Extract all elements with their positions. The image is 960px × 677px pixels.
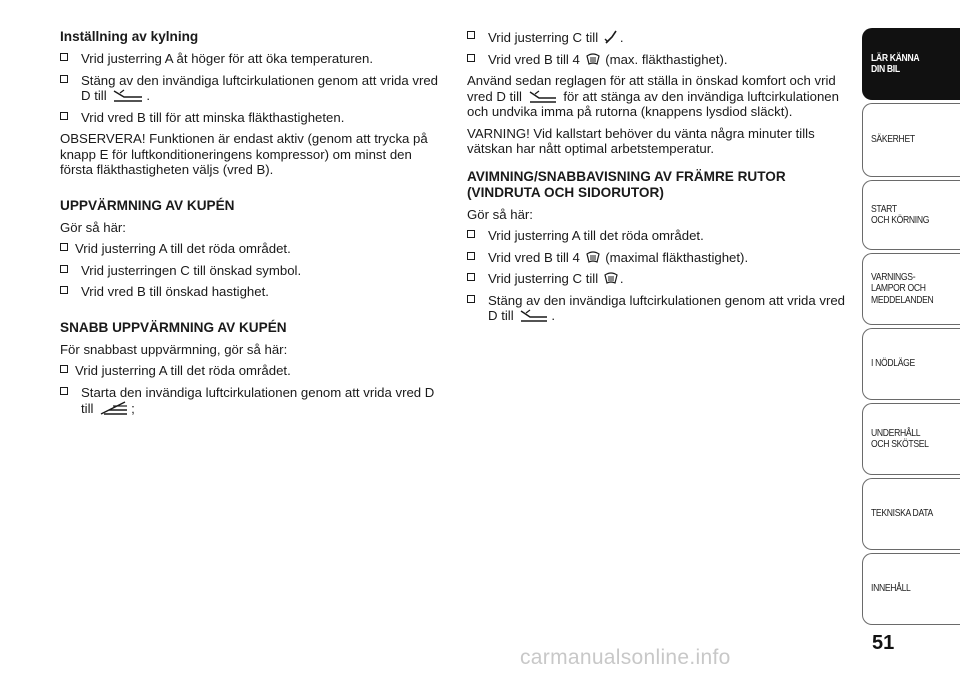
quick-heating-intro: För snabbast uppvärmning, gör så här:	[60, 341, 288, 357]
right-column	[467, 29, 849, 330]
list-item: Vrid justerring A till det röda området.	[467, 228, 849, 244]
checkbox-bullet-icon	[467, 252, 475, 260]
tab-varningslampor[interactable]: VARNINGS- LAMPOR OCH MEDDELANDEN	[862, 253, 960, 325]
comfort-paragraph: Använd sedan reglagen för att ställa in önskad komfort och vrid vred D till för att stänga av den invändiga luftcirkulationen och undvika imma på rutorna (knappens lysdiod släckt).	[467, 73, 839, 119]
page-number: 51	[872, 632, 895, 654]
checkbox-bullet-icon	[60, 112, 68, 120]
recirculation-off-icon	[527, 90, 559, 104]
list-item: Starta den invändiga luftcirkulationen genom att vrida vred D till ;	[60, 385, 446, 417]
windscreen-defrost-icon	[585, 250, 601, 265]
checkbox-bullet-icon	[467, 273, 475, 281]
note-paragraph: OBSERVERA! Funktionen är endast aktiv (genom att trycka på knapp E för luftkonditioneringens kompressor) om minst den första fläkthastigheten väljs (vred B).	[60, 131, 428, 177]
left-column	[60, 29, 446, 423]
list-item: Vrid justerringen C till önskad symbol.	[60, 263, 446, 279]
recirculation-off-icon	[518, 309, 550, 323]
list-item: Stäng av den invändiga luftcirkulationen genom att vrida vred D till .	[467, 293, 849, 324]
list-item: Vrid justerring A till det röda området.	[60, 363, 446, 379]
checkbox-bullet-icon	[467, 31, 475, 39]
quick-heating-heading: SNABB UPPVÄRMNING AV KUPÉN	[60, 319, 287, 335]
warning-paragraph: VARNING! Vid kallstart behöver du vänta några minuter tills vätskan har nått optimal arbetstemperatur.	[467, 125, 815, 156]
watermark: carmanualsonline.info	[520, 646, 731, 669]
checkbox-bullet-icon	[467, 230, 475, 238]
list-item: Vrid justerring C till .	[467, 29, 849, 46]
checkbox-bullet-icon	[60, 387, 68, 395]
checkbox-bullet-icon	[60, 265, 68, 273]
tab-lar-kanna-din-bil[interactable]: LÄR KÄNNA DIN BIL	[862, 28, 960, 100]
recirculation-on-icon	[98, 400, 130, 416]
chapter-sidebar	[862, 0, 960, 677]
list-item: Vrid justerring A åt höger för att öka temperaturen.	[60, 51, 446, 67]
checkbox-bullet-icon	[60, 243, 68, 251]
cooling-heading: Inställning av kylning	[60, 29, 199, 44]
checkbox-bullet-icon	[60, 365, 68, 373]
tab-i-nodlage[interactable]: I NÖDLÄGE	[862, 328, 960, 400]
recirculation-off-icon	[111, 89, 145, 103]
list-item: Stäng av den invändiga luftcirkulationen genom att vrida vred D till .	[60, 73, 446, 104]
list-item: Vrid justerring A till det röda området.	[60, 241, 446, 257]
defog-intro: Gör så här:	[467, 206, 533, 222]
feet-airflow-icon	[603, 29, 619, 45]
list-item: Vrid vred B till 4 (maximal fläkthastighet).	[467, 250, 849, 266]
list-item: Vrid vred B till 4 (max. fläkthastighet).	[467, 52, 849, 68]
checkbox-bullet-icon	[467, 295, 475, 303]
heating-intro: Gör så här:	[60, 219, 126, 235]
checkbox-bullet-icon	[60, 75, 68, 83]
checkbox-bullet-icon	[467, 54, 475, 62]
heating-heading: UPPVÄRMNING AV KUPÉN	[60, 197, 235, 213]
windscreen-defrost-icon	[585, 52, 601, 67]
defog-heading: AVIMNING/SNABBAVISNING AV FRÄMRE RUTOR (VINDRUTA OCH SIDORUTOR)	[467, 168, 786, 200]
tab-tekniska-data[interactable]: TEKNISKA DATA	[862, 478, 960, 550]
list-item: Vrid vred B till för att minska fläkthastigheten.	[60, 110, 446, 126]
tab-sakerhet[interactable]: SÄKERHET	[862, 103, 960, 177]
list-item: Vrid justerring C till .	[467, 271, 849, 287]
tab-underhall[interactable]: UNDERHÅLL OCH SKÖTSEL	[862, 403, 960, 475]
checkbox-bullet-icon	[60, 286, 68, 294]
windscreen-defrost-icon	[603, 271, 619, 286]
checkbox-bullet-icon	[60, 53, 68, 61]
list-item: Vrid vred B till önskad hastighet.	[60, 284, 446, 300]
tab-innehall[interactable]: INNEHÅLL	[862, 553, 960, 625]
tab-start-och-korning[interactable]: START OCH KÖRNING	[862, 180, 960, 250]
